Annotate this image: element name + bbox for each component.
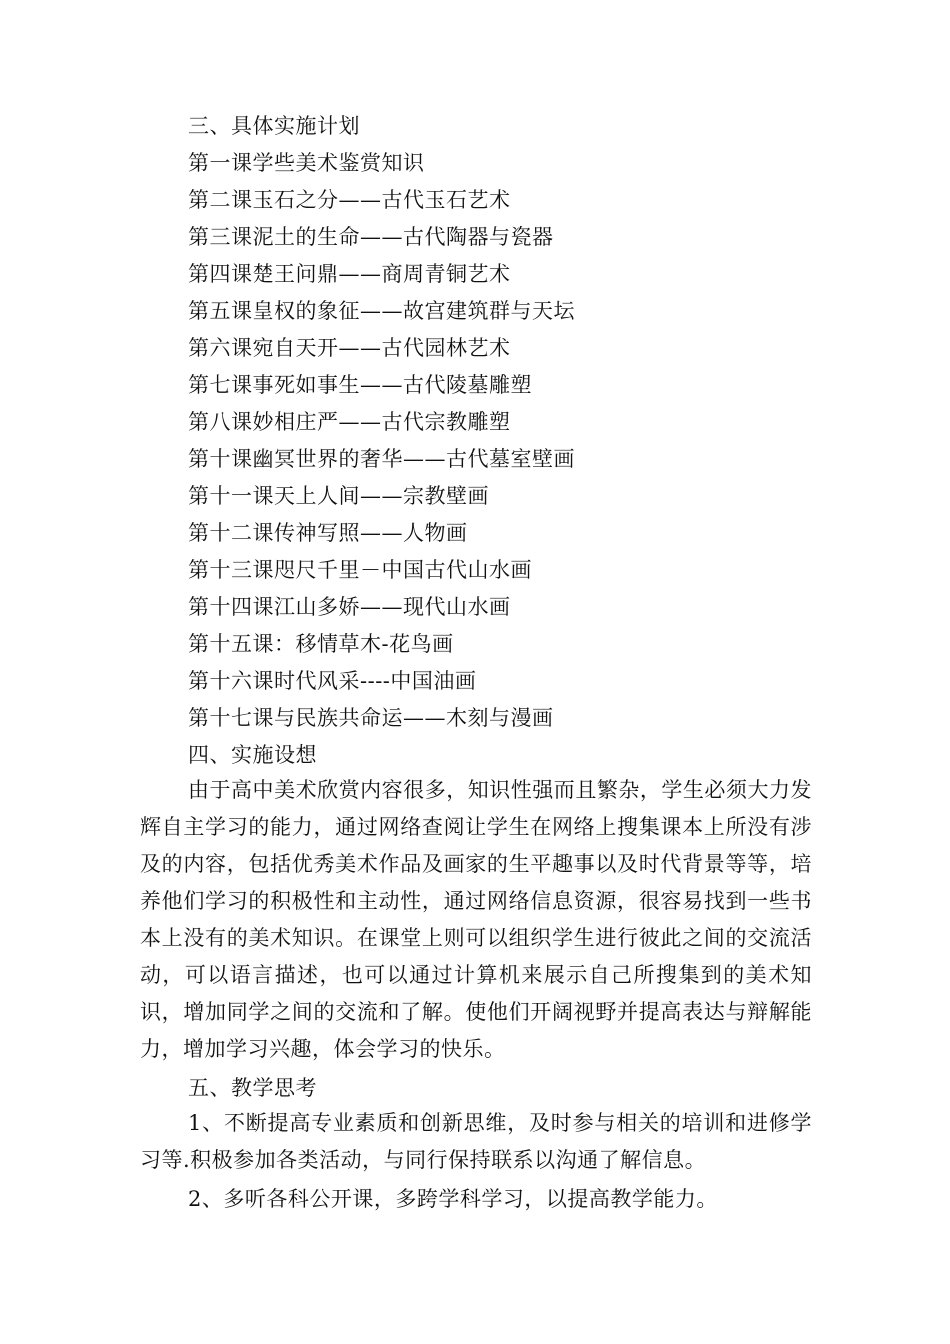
lesson-item: 第十二课传神写照——人物画 [188,521,468,545]
lesson-item: 第二课玉石之分——古代玉石艺术 [188,188,511,212]
lesson-item: 第十四课江山多娇——现代山水画 [188,595,511,619]
lesson-item: 第十七课与民族共命运——木刻与漫画 [188,706,554,730]
lesson-item: 第四课楚王问鼎——商周青铜艺术 [188,262,511,286]
section-4-heading: 四、实施设想 [188,743,317,767]
lesson-item: 第十五课：移情草木-花鸟画 [188,632,454,656]
lesson-item: 第十课幽冥世界的奢华——古代墓室壁画 [188,447,575,471]
lesson-item: 第十三课咫尺千里－中国古代山水画 [188,558,532,582]
section-4-paragraph: 由于高中美术欣赏内容很多，知识性强而且繁杂，学生必须大力发辉自主学习的能力，通过网络查阅让学生在网络上搜集课本上所没有涉及的内容，包括优秀美术作品及画家的生平趣事以及时代背景等等，培养他们学习的积极性和主动性，通过网络信息资源，很容易找到一些书本上没有的美术知识。在课堂上则可以组织学生进行彼此之间的交流活动，可以语言描述，也可以通过计算机来展示自己所搜集到的美术知识，增加同学之间的交流和了解。使他们开阔视野并提高表达与辩解能力，增加学习兴趣，体会学习的快乐。 [140,778,812,1061]
section-5-item-2: 2、多听各科公开课，多跨学科学习，以提高教学能力。 [188,1187,718,1211]
lesson-item: 第十一课天上人间——宗教壁画 [188,484,489,508]
lesson-item: 第七课事死如事生——古代陵墓雕塑 [188,373,532,397]
lesson-item: 第一课学些美术鉴赏知识 [188,151,425,175]
lesson-item: 第五课皇权的象征——故宫建筑群与天坛 [188,299,575,323]
section-3-heading: 三、具体实施计划 [188,114,360,138]
lesson-item: 第六课宛自天开——古代园林艺术 [188,336,511,360]
section-5-item-1: 1、不断提高专业素质和创新思维，及时参与相关的培训和进修学习等.积极参加各类活动，与同行保持联系以沟通了解信息。 [140,1111,812,1172]
lesson-item: 第三课泥土的生命——古代陶器与瓷器 [188,225,554,249]
lesson-item: 第八课妙相庄严——古代宗教雕塑 [188,410,511,434]
section-5-heading: 五、教学思考 [188,1076,317,1100]
lesson-item: 第十六课时代风采----中国油画 [188,669,477,693]
